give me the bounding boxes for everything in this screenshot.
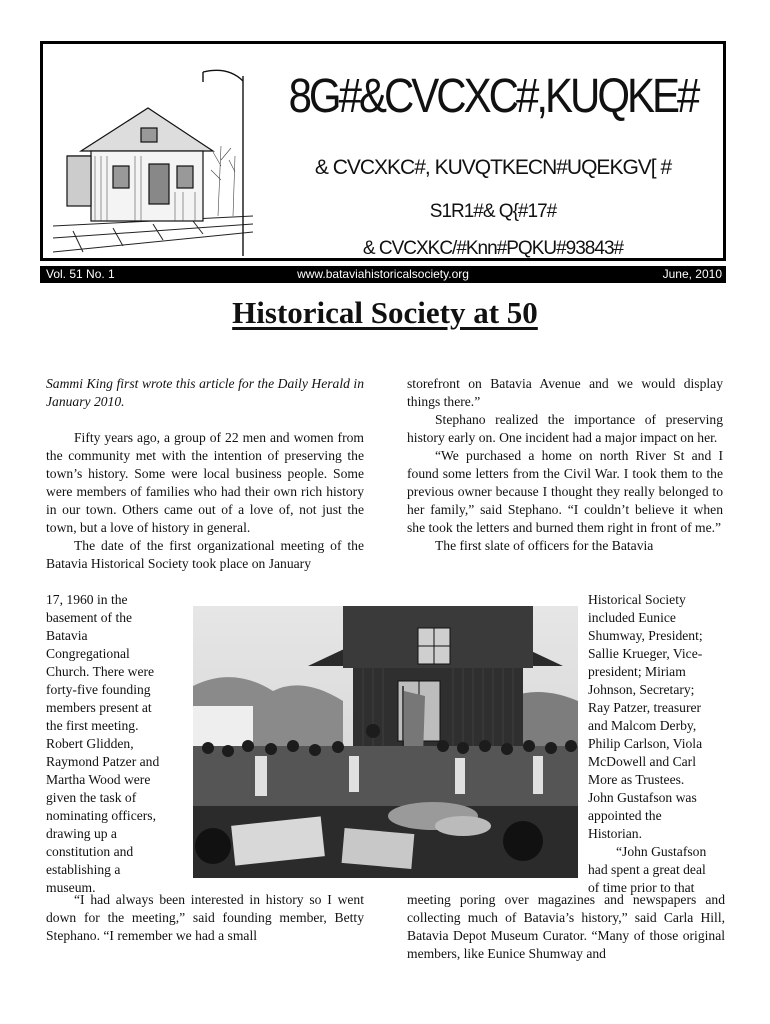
- paragraph: The first slate of officers for the Batavia: [435, 538, 654, 553]
- masthead-title: 8G#&CVCXC#,KUQKE#: [288, 68, 698, 123]
- article-headline: Historical Society at 50: [232, 295, 538, 330]
- text-line: drawing up a: [46, 826, 117, 841]
- text-line: given the task of: [46, 790, 137, 805]
- paragraph: meeting poring over magazines and newspapers and collecting much of Batavia’s history,” said Carla Hill, Batavia Depot Museum Curator. “Many of those original members, like Eunice Shumway and: [407, 892, 725, 961]
- depot-ceremony-photo: [193, 606, 578, 878]
- text-line: 17, 1960 in the: [46, 592, 128, 607]
- text-line: McDowell and Carl: [588, 754, 696, 769]
- text-line: forty-five founding: [46, 682, 151, 697]
- masthead-city: & CVCXKC/#Knn#PQKU#93843#: [362, 238, 624, 259]
- volume-number: Vol. 51 No. 1: [46, 267, 115, 281]
- paragraph: storefront on Batavia Avenue and we would display things there.”: [407, 376, 723, 409]
- text-line: Church. There were: [46, 664, 155, 679]
- text-line: the first meeting.: [46, 718, 139, 733]
- text-line: John Gustafson was: [588, 790, 697, 805]
- text-line: Johnson, Secretary;: [588, 682, 695, 697]
- text-line: “John Gustafson: [616, 844, 707, 859]
- text-line: president; Miriam: [588, 664, 686, 679]
- paragraph: “We purchased a home on north River St and I found some letters from the Civil War. I took them to the previous owner because I thought they really belonged to her family,” said Stephano. “I couldn’t believe it when she took the letters and burned them right in front of me.”: [407, 448, 723, 535]
- website-link[interactable]: www.bataviahistoricalsociety.org: [297, 267, 469, 281]
- issue-date: June, 2010: [662, 267, 722, 281]
- issue-info-bar: [40, 266, 726, 283]
- left-narrow-column: [46, 591, 186, 897]
- text-line: constitution and: [46, 844, 134, 859]
- paragraph: “I had always been interested in history so I went down for the meeting,” said founding member, Betty Stephano. “I remember we had a small: [46, 892, 364, 943]
- text-line: museum.: [46, 880, 96, 895]
- depot-sketch-image: [53, 56, 253, 256]
- text-line: Philip Carlson, Viola: [588, 736, 703, 751]
- masthead-address: S1R1#& Q{#17#: [429, 201, 557, 222]
- text-line: members present at: [46, 700, 152, 715]
- left-column: [46, 375, 364, 573]
- text-line: Sallie Krueger, Vice-: [588, 646, 703, 661]
- text-line: had spent a great deal: [588, 862, 706, 877]
- paragraph: Fifty years ago, a group of 22 men and women from the community met with the intention of preserving the town’s history. Some were local business people. Some were members of families who had their own rich history in our town. Others came out of a love of, not just the town, but a love of history in general.: [46, 430, 364, 535]
- right-column: [407, 375, 723, 555]
- text-line: appointed the: [588, 808, 662, 823]
- masthead: [40, 41, 726, 261]
- text-line: basement of the: [46, 610, 133, 625]
- right-column-bottom: [407, 891, 725, 963]
- text-line: Shumway, President;: [588, 628, 703, 643]
- text-line: Robert Glidden,: [46, 736, 134, 751]
- text-line: Historian.: [588, 826, 642, 841]
- text-line: of time prior to that: [588, 880, 695, 895]
- text-line: Congregational: [46, 646, 130, 661]
- text-line: More as Trustees.: [588, 772, 685, 787]
- text-line: included Eunice: [588, 610, 676, 625]
- paragraph: The date of the first organizational meeting of the Batavia Historical Society took place on January: [46, 538, 364, 571]
- text-line: Ray Patzer, treasurer: [588, 700, 702, 715]
- text-line: nominating officers,: [46, 808, 156, 823]
- right-narrow-column: [588, 591, 728, 897]
- intro-note: Sammi King first wrote this article for the Daily Herald in January 2010.: [46, 376, 364, 409]
- text-line: Batavia: [46, 628, 88, 643]
- text-line: Historical Society: [588, 592, 686, 607]
- text-line: establishing a: [46, 862, 121, 877]
- left-column-bottom: [46, 891, 364, 945]
- masthead-subtitle: & CVCXKC#, KUVQTKECN#UQEKGV[ #: [314, 156, 672, 179]
- text-line: Raymond Patzer and: [46, 754, 160, 769]
- paragraph: Stephano realized the importance of preserving history early on. One incident had a major impact on her.: [407, 412, 723, 445]
- text-line: and Malcom Derby,: [588, 718, 697, 733]
- text-line: Martha Wood were: [46, 772, 151, 787]
